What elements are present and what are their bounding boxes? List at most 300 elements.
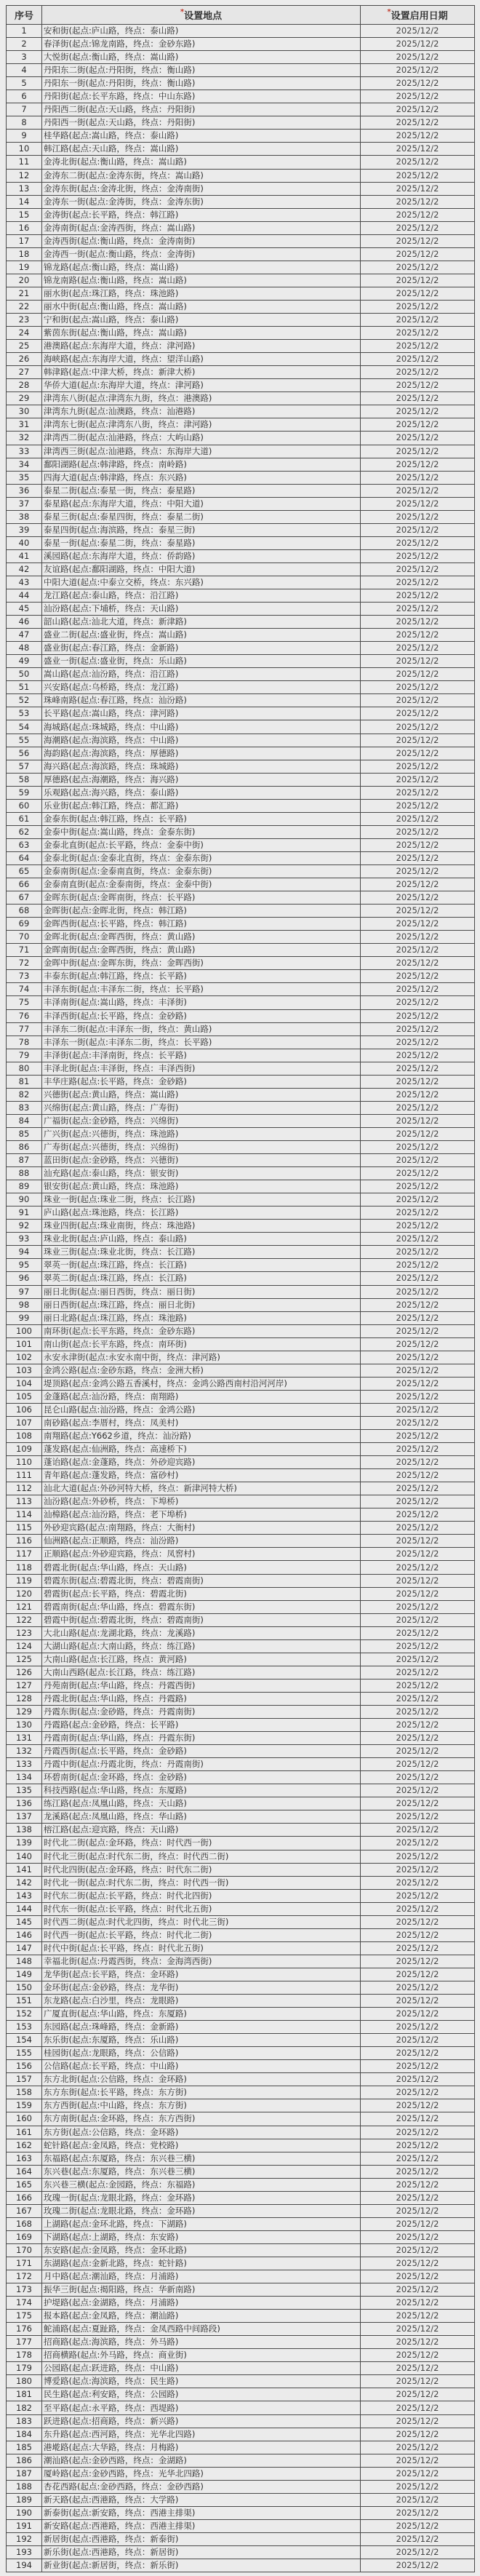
row-place: 海兴路(起点:海滨路，终点：珠城路) [42, 760, 361, 773]
row-number: 101 [7, 1337, 42, 1351]
row-place: 翠英二街(起点:珠江路，终点：长江路) [42, 1272, 361, 1285]
table-row [7, 2297, 475, 2310]
row-place: 时代北二街(起点:金环路，终点：时代西一街) [42, 1837, 361, 1850]
table-row [7, 2388, 475, 2401]
row-number: 175 [7, 2310, 42, 2323]
row-date: 2025/12/2 [361, 603, 475, 616]
table-row [7, 379, 475, 392]
table-row [7, 2152, 475, 2165]
row-place: 报本路(起点:金凤路，终点：潮汕路) [42, 2310, 361, 2323]
table-row [7, 1626, 475, 1639]
row-number: 114 [7, 1508, 42, 1522]
row-place: 练江路(起点:凤凰山路，终点：天山路) [42, 1797, 361, 1810]
row-place: 玫瑰二街(起点:龙眼北路，终点：金环路) [42, 2204, 361, 2217]
header-no: 序号 [7, 6, 42, 25]
row-number: 94 [7, 1246, 42, 1259]
row-number: 59 [7, 786, 42, 799]
row-place: 丹苑南街(起点:华山路，终点：丹霞西街) [42, 1679, 361, 1692]
row-number: 163 [7, 2152, 42, 2165]
row-place: 中阳大道(起点:中泰立交桥，终点：东兴路) [42, 576, 361, 589]
table-row [7, 1981, 475, 1994]
row-number: 182 [7, 2401, 42, 2414]
row-number: 165 [7, 2178, 42, 2191]
row-date: 2025/12/2 [361, 1009, 475, 1022]
row-number: 123 [7, 1626, 42, 1639]
row-date: 2025/12/2 [361, 1679, 475, 1692]
row-number: 167 [7, 2204, 42, 2217]
row-number: 153 [7, 2021, 42, 2034]
row-place: 港澳路(起点:东海岸大道，终点：津河路) [42, 340, 361, 353]
row-date: 2025/12/2 [361, 1535, 475, 1548]
row-place: 外砂迎宾路(起点:南翔路，终点：大衙村) [42, 1522, 361, 1535]
row-place: 时代北一街(起点:时代东二街，终点：时代西一街) [42, 1876, 361, 1889]
row-number: 105 [7, 1390, 42, 1403]
row-date: 2025/12/2 [361, 681, 475, 694]
table-row [7, 2349, 475, 2362]
row-number: 62 [7, 825, 42, 838]
row-date: 2025/12/2 [361, 707, 475, 720]
row-place: 金晖中街(起点:金晖东街，终点：金晖西街) [42, 957, 361, 970]
table-row [7, 1824, 475, 1837]
row-date: 2025/12/2 [361, 1955, 475, 1968]
table-row [7, 51, 475, 64]
table-row [7, 1443, 475, 1456]
table-row [7, 681, 475, 694]
row-date: 2025/12/2 [361, 812, 475, 825]
row-place: 兴绵街(起点:黄山路，终点：广寿街) [42, 1101, 361, 1114]
row-date: 2025/12/2 [361, 878, 475, 891]
row-number: 80 [7, 1062, 42, 1075]
row-place: 龙溪路(起点:凤凰山路，终点：华山路) [42, 1810, 361, 1824]
table-row [7, 786, 475, 799]
row-date: 2025/12/2 [361, 2467, 475, 2480]
row-place: 时代东二街(起点:长平路，终点：时代北四街) [42, 1889, 361, 1902]
row-place: 南环街(起点:长平东路，终点：金砂东路) [42, 1324, 361, 1337]
row-place: 广兴街(起点:兴德街，终点：珠池路) [42, 1127, 361, 1140]
row-number: 87 [7, 1154, 42, 1167]
table-row [7, 2480, 475, 2493]
row-place: 幸福北街(起点:丹霞西街，终点：金海湾西街) [42, 1955, 361, 1968]
row-date: 2025/12/2 [361, 234, 475, 247]
row-date: 2025/12/2 [361, 1574, 475, 1587]
table-row [7, 77, 475, 90]
table-row [7, 760, 475, 773]
row-date: 2025/12/2 [361, 116, 475, 130]
row-number: 67 [7, 891, 42, 905]
row-date: 2025/12/2 [361, 2230, 475, 2243]
row-date: 2025/12/2 [361, 2112, 475, 2126]
table-row [7, 891, 475, 905]
row-date: 2025/12/2 [361, 432, 475, 445]
table-row [7, 274, 475, 287]
row-date: 2025/12/2 [361, 1692, 475, 1705]
row-date: 2025/12/2 [361, 2139, 475, 2152]
row-place: 丹阳东二街(起点:丹阳街，终点：衡山路) [42, 64, 361, 77]
table-row [7, 1561, 475, 1574]
row-place: 津湾西三街(起点:汕港路，终点：东海岸大道) [42, 445, 361, 458]
row-number: 48 [7, 642, 42, 655]
row-number: 91 [7, 1206, 42, 1220]
row-number: 178 [7, 2349, 42, 2362]
table-row [7, 2191, 475, 2204]
header-date-label: 设置启用日期 [391, 11, 448, 22]
row-place: 博爱路(起点:海滨路，终点：民生路) [42, 2375, 361, 2388]
row-date: 2025/12/2 [361, 458, 475, 471]
row-number: 157 [7, 2073, 42, 2086]
row-date: 2025/12/2 [361, 1430, 475, 1443]
row-number: 103 [7, 1364, 42, 1377]
row-date: 2025/12/2 [361, 2428, 475, 2441]
table-row [7, 510, 475, 523]
row-date: 2025/12/2 [361, 1508, 475, 1522]
row-place: 招商横路(起点:外马路，终点：商业街) [42, 2349, 361, 2362]
row-place: 青年路(起点:蓬发路，终点：富砂村) [42, 1469, 361, 1482]
row-number: 148 [7, 1955, 42, 1968]
row-date: 2025/12/2 [361, 773, 475, 786]
row-place: 南砂路(起点:李厝村，终点：凤美村) [42, 1416, 361, 1429]
row-place: 广厦直街(起点:华山路，终点：东厦路) [42, 2008, 361, 2021]
row-date: 2025/12/2 [361, 2310, 475, 2323]
table-row [7, 1127, 475, 1140]
row-number: 1 [7, 25, 42, 38]
table-row [7, 1522, 475, 1535]
table-row [7, 2243, 475, 2257]
table-row [7, 195, 475, 208]
table-row [7, 1469, 475, 1482]
row-number: 135 [7, 1784, 42, 1797]
row-number: 53 [7, 707, 42, 720]
row-place: 海潮路(起点:海滨路，终点：中山路) [42, 734, 361, 747]
row-date: 2025/12/2 [361, 629, 475, 642]
row-date: 2025/12/2 [361, 1364, 475, 1377]
row-date: 2025/12/2 [361, 2323, 475, 2336]
row-place: 泰星路(起点:东海岸大道，终点：中阳大道) [42, 497, 361, 510]
row-date: 2025/12/2 [361, 2270, 475, 2283]
row-number: 14 [7, 195, 42, 208]
row-date: 2025/12/2 [361, 1233, 475, 1246]
row-place: 仙洲路(起点:正顺路，终点：汕汾路) [42, 1535, 361, 1548]
row-number: 7 [7, 103, 42, 116]
table-row [7, 2506, 475, 2519]
row-number: 54 [7, 720, 42, 734]
table-row [7, 668, 475, 681]
table-row [7, 2336, 475, 2349]
row-number: 66 [7, 878, 42, 891]
row-number: 84 [7, 1114, 42, 1127]
row-date: 2025/12/2 [361, 90, 475, 103]
table-row [7, 1508, 475, 1522]
row-number: 45 [7, 603, 42, 616]
row-date: 2025/12/2 [361, 2204, 475, 2217]
row-date: 2025/12/2 [361, 1719, 475, 1732]
row-number: 129 [7, 1706, 42, 1719]
table-row [7, 1968, 475, 1981]
row-number: 95 [7, 1259, 42, 1272]
row-date: 2025/12/2 [361, 1915, 475, 1928]
header-place-label: 设置地点 [184, 11, 223, 22]
table-row [7, 2428, 475, 2441]
row-place: 南翔路(起点:Y662乡道，终点：汕汾路) [42, 1430, 361, 1443]
row-number: 179 [7, 2362, 42, 2375]
row-number: 106 [7, 1403, 42, 1416]
row-number: 117 [7, 1548, 42, 1561]
table-row [7, 996, 475, 1009]
row-number: 110 [7, 1456, 42, 1469]
table-row [7, 1246, 475, 1259]
row-date: 2025/12/2 [361, 2388, 475, 2401]
row-date: 2025/12/2 [361, 996, 475, 1009]
table-row [7, 1745, 475, 1758]
row-number: 139 [7, 1837, 42, 1850]
row-place: 金涛东街(起点:金涛北街，终点：金涛南街) [42, 182, 361, 195]
row-number: 49 [7, 655, 42, 668]
row-place: 丹霞东街(起点:金砂路，终点：丹霞南街) [42, 1706, 361, 1719]
row-place: 昆仑山路(起点:汕汾路，终点：金鸿公路) [42, 1403, 361, 1416]
table-row [7, 1088, 475, 1101]
row-date: 2025/12/2 [361, 2283, 475, 2297]
row-place: 津湾东九街(起点:汕澳路，终点：汕港路) [42, 405, 361, 418]
row-number: 47 [7, 629, 42, 642]
row-date: 2025/12/2 [361, 274, 475, 287]
row-number: 26 [7, 353, 42, 366]
row-number: 89 [7, 1180, 42, 1193]
row-number: 160 [7, 2112, 42, 2126]
table-row [7, 366, 475, 379]
row-place: 华侨大道(起点:东海岸大道，终点：津河路) [42, 379, 361, 392]
row-date: 2025/12/2 [361, 1062, 475, 1075]
row-place: 金泰东街(起点:韩江路，终点：长平路) [42, 812, 361, 825]
row-place: 金泰南直街(起点:金泰南街，终点：金泰中街) [42, 878, 361, 891]
row-number: 23 [7, 314, 42, 327]
header-row [7, 6, 475, 25]
row-date: 2025/12/2 [361, 1995, 475, 2008]
table-row [7, 247, 475, 261]
row-number: 30 [7, 405, 42, 418]
row-date: 2025/12/2 [361, 1403, 475, 1416]
row-number: 169 [7, 2230, 42, 2243]
table-row [7, 25, 475, 38]
row-number: 156 [7, 2060, 42, 2073]
table-row [7, 300, 475, 313]
row-place: 金晖东街(起点:金晖南街，终点：长平路) [42, 891, 361, 905]
table-row [7, 878, 475, 891]
row-number: 31 [7, 418, 42, 432]
row-number: 131 [7, 1732, 42, 1745]
table-row [7, 2034, 475, 2047]
row-place: 金涛东二街(起点:金涛东街，终点：嵩山路) [42, 169, 361, 182]
table-row [7, 353, 475, 366]
row-place: 公信路(起点:长平路，终点：中山路) [42, 2060, 361, 2073]
table-row [7, 1613, 475, 1626]
row-place: 金晖北街(起点:金晖西街，终点：黄山路) [42, 931, 361, 944]
row-date: 2025/12/2 [361, 562, 475, 576]
table-row [7, 1311, 475, 1324]
row-place: 金泰中街(起点:嵩山路，终点：金泰东街) [42, 825, 361, 838]
row-number: 20 [7, 274, 42, 287]
row-date: 2025/12/2 [361, 616, 475, 629]
row-place: 护堤路(起点:金湖路，终点：月浦路) [42, 2297, 361, 2310]
row-number: 12 [7, 169, 42, 182]
row-number: 27 [7, 366, 42, 379]
table-row [7, 2310, 475, 2323]
row-number: 60 [7, 799, 42, 812]
row-place: 金泰南街(起点:金泰南直街，终点：金泰东街) [42, 865, 361, 878]
row-place: 盛业一街(起点:盛业街，终点：乐山路) [42, 655, 361, 668]
row-place: 丰泰东街(起点:韩江路，终点：长平路) [42, 970, 361, 983]
row-date: 2025/12/2 [361, 1600, 475, 1613]
table-row [7, 1653, 475, 1666]
row-place: 厚德路(起点:海潮路，终点：海兴路) [42, 773, 361, 786]
row-number: 18 [7, 247, 42, 261]
row-place: 至平路(起点:永平路，终点：西堤路) [42, 2401, 361, 2414]
row-date: 2025/12/2 [361, 484, 475, 497]
row-number: 15 [7, 208, 42, 221]
row-place: 金涛街(起点:长平路，终点：韩江路) [42, 208, 361, 221]
table-row [7, 1009, 475, 1022]
row-date: 2025/12/2 [361, 1324, 475, 1337]
table-row [7, 1035, 475, 1049]
table-row [7, 747, 475, 760]
table-row [7, 2414, 475, 2428]
row-number: 11 [7, 156, 42, 169]
row-place: 珠业四街(起点:珠业南街，终点：珠池路) [42, 1220, 361, 1233]
row-place: 丹霞中街(起点:丹霞北街，终点：丹霞南街) [42, 1758, 361, 1771]
table-row [7, 603, 475, 616]
row-date: 2025/12/2 [361, 2297, 475, 2310]
row-number: 40 [7, 536, 42, 549]
row-date: 2025/12/2 [361, 1088, 475, 1101]
row-place: 汕北大道(起点:外砂河特大桥，终点：新津河特大桥) [42, 1482, 361, 1495]
table-row [7, 1206, 475, 1220]
table-row [7, 1180, 475, 1193]
row-place: 环碧南街(起点:金环路，终点：金砂路) [42, 1771, 361, 1784]
row-place: 韩津路(起点:中津大桥，终点：新津大桥) [42, 366, 361, 379]
table-row [7, 1600, 475, 1613]
row-place: 厦岭路(起点:金砂西路，终点：光华北四路) [42, 2467, 361, 2480]
table-row [7, 327, 475, 340]
row-place: 龙华街(起点:长平路，终点：金环路) [42, 1968, 361, 1981]
row-place: 蓝田街(起点:金砂路，终点：兴德街) [42, 1154, 361, 1167]
table-row [7, 589, 475, 603]
row-number: 39 [7, 523, 42, 536]
row-number: 154 [7, 2034, 42, 2047]
row-place: 金鸿公路(起点:金砂东路，终点：金洲大桥) [42, 1364, 361, 1377]
row-number: 121 [7, 1600, 42, 1613]
table-row [7, 143, 475, 156]
row-place: 东福路(起点:东厦路，终点：东兴巷三横) [42, 2152, 361, 2165]
row-date: 2025/12/2 [361, 734, 475, 747]
table-row [7, 2283, 475, 2297]
row-date: 2025/12/2 [361, 2060, 475, 2073]
row-number: 122 [7, 1613, 42, 1626]
table-row [7, 970, 475, 983]
table-row [7, 773, 475, 786]
row-place: 汕汾路(起点:下埔桥，终点：天山路) [42, 603, 361, 616]
row-number: 64 [7, 851, 42, 864]
row-date: 2025/12/2 [361, 1220, 475, 1233]
row-number: 181 [7, 2388, 42, 2401]
table-row [7, 1941, 475, 1955]
table-row [7, 1062, 475, 1075]
row-date: 2025/12/2 [361, 2152, 475, 2165]
table-row [7, 1154, 475, 1167]
row-number: 85 [7, 1127, 42, 1140]
row-number: 184 [7, 2428, 42, 2441]
row-date: 2025/12/2 [361, 655, 475, 668]
row-number: 50 [7, 668, 42, 681]
row-number: 56 [7, 747, 42, 760]
row-date: 2025/12/2 [361, 799, 475, 812]
row-place: 时代北三街(起点:时代东二街，终点：时代西二街) [42, 1850, 361, 1863]
row-date: 2025/12/2 [361, 1837, 475, 1850]
row-place: 东方西街(起点:中山路，终点：东方街) [42, 2099, 361, 2112]
table-row [7, 536, 475, 549]
row-number: 150 [7, 1981, 42, 1994]
table-row [7, 1587, 475, 1600]
row-place: 东方东街(起点:长平路，终点：东方街) [42, 2086, 361, 2099]
row-number: 138 [7, 1824, 42, 1837]
row-date: 2025/12/2 [361, 1390, 475, 1403]
row-number: 130 [7, 1719, 42, 1732]
row-place: 珠业北街(起点:庐山路，终点：泰山路) [42, 1233, 361, 1246]
row-number: 186 [7, 2454, 42, 2467]
table-row [7, 2441, 475, 2454]
row-date: 2025/12/2 [361, 1850, 475, 1863]
table-row [7, 1639, 475, 1653]
row-number: 125 [7, 1653, 42, 1666]
table-row [7, 1140, 475, 1153]
row-number: 170 [7, 2243, 42, 2257]
row-place: 友谊路(起点:鄱阳湖路，终点：中阳大道) [42, 562, 361, 576]
row-place: 丰泽西街(起点:长平路，终点：金砂路) [42, 1009, 361, 1022]
row-number: 146 [7, 1928, 42, 1941]
row-place: 东湖路(起点:金新北路，终点：蛇针路) [42, 2257, 361, 2270]
table-row [7, 1995, 475, 2008]
table-row [7, 1915, 475, 1928]
row-place: 泰星三街(起点:泰星四街，终点：泰星二街) [42, 510, 361, 523]
row-number: 72 [7, 957, 42, 970]
row-number: 144 [7, 1902, 42, 1915]
row-date: 2025/12/2 [361, 2546, 475, 2559]
table-row [7, 2257, 475, 2270]
table-row [7, 221, 475, 234]
table-row [7, 2204, 475, 2217]
row-date: 2025/12/2 [361, 1928, 475, 1941]
table-row [7, 1810, 475, 1824]
row-number: 19 [7, 261, 42, 274]
required-marker: * [180, 8, 185, 16]
row-place: 金涛西一街(起点:衡山路，终点：金涛街) [42, 247, 361, 261]
row-number: 9 [7, 130, 42, 143]
row-number: 79 [7, 1049, 42, 1062]
row-date: 2025/12/2 [361, 510, 475, 523]
table-row [7, 90, 475, 103]
row-place: 溪园路(起点:东海岸大道，终点：侨韵路) [42, 549, 361, 562]
row-place: 汕汾路(起点:外砂桥，终点：下埠桥) [42, 1495, 361, 1508]
row-place: 韩江路(起点:天山路，终点：嵩山路) [42, 143, 361, 156]
row-place: 月中路(起点:潮汕路，终点：月浦路) [42, 2270, 361, 2283]
row-place: 丹阳西二街(起点:天山路，终点：丹阳街) [42, 103, 361, 116]
row-number: 158 [7, 2086, 42, 2099]
row-date: 2025/12/2 [361, 2073, 475, 2086]
row-date: 2025/12/2 [361, 2532, 475, 2545]
row-date: 2025/12/2 [361, 2336, 475, 2349]
row-place: 金蓬路(起点:汕汾路，终点：南翔路) [42, 1390, 361, 1403]
row-place: 长平路(起点:嵩山路，终点：津河路) [42, 707, 361, 720]
row-date: 2025/12/2 [361, 2375, 475, 2388]
table-row [7, 1167, 475, 1180]
row-place: 珠业一街(起点:珠业二街，终点：长江路) [42, 1193, 361, 1206]
